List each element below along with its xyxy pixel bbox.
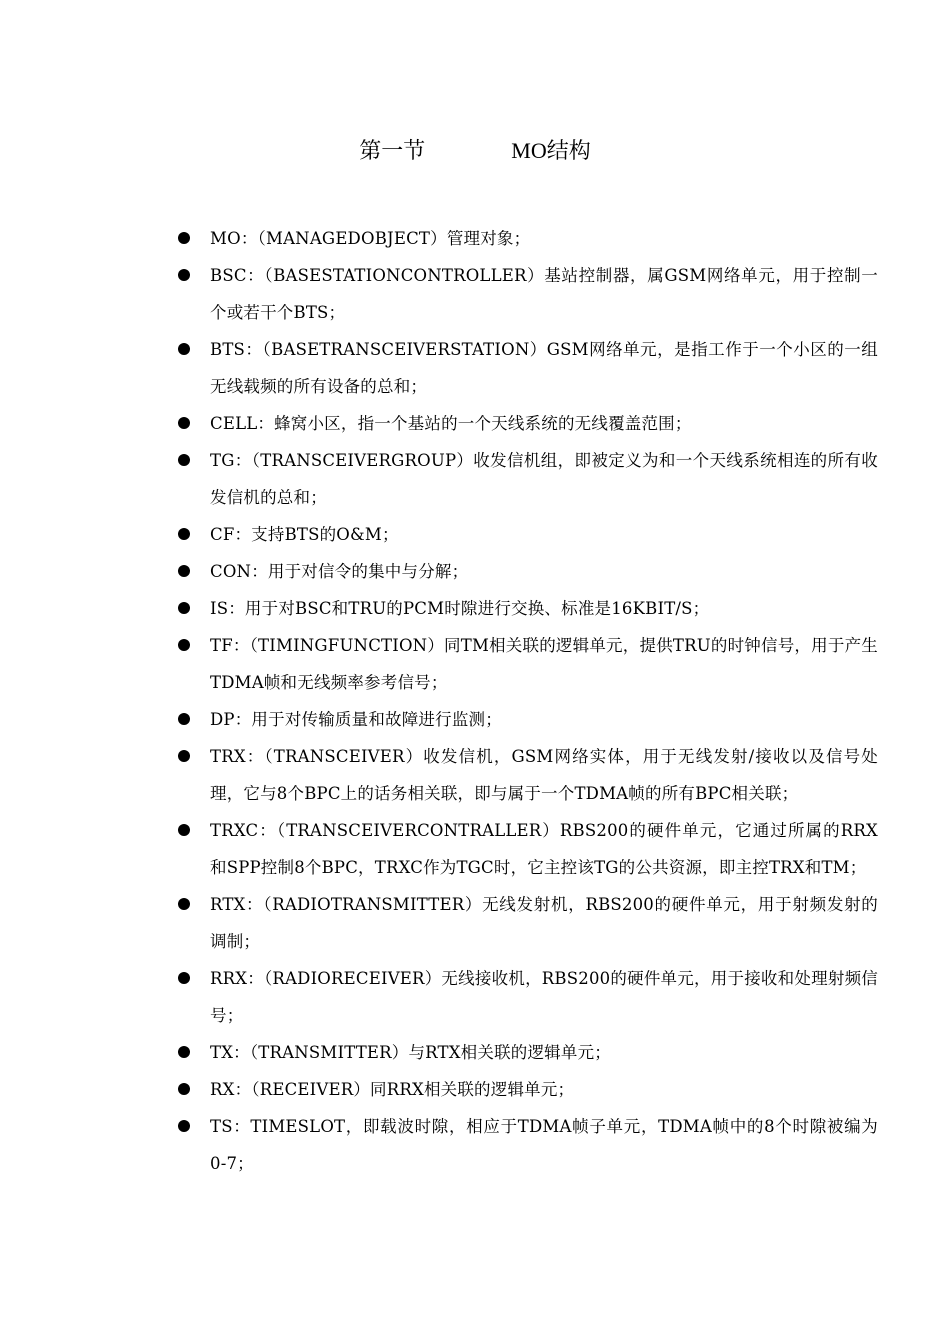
section-title: MO结构 <box>511 138 591 163</box>
bullet-icon <box>178 269 190 281</box>
section-heading <box>0 136 950 167</box>
list-item: TRX：（TRANSCEIVER）收发信机，GSM网络实体，用于无线发射/接收以及信号处理，它与8个BPC上的话务相关联，即与属于一个TDMA帧的所有BPC相关联； <box>178 738 878 812</box>
bullet-icon <box>178 565 190 577</box>
list-item: CON：用于对信令的集中与分解； <box>178 553 878 590</box>
list-item: RRX：（RADIORECEIVER）无线接收机，RBS200的硬件单元，用于接收和处理射频信号； <box>178 960 878 1034</box>
list-item: TX：（TRANSMITTER）与RTX相关联的逻辑单元； <box>178 1034 878 1071</box>
bullet-icon <box>178 528 190 540</box>
bullet-icon <box>178 1083 190 1095</box>
bullet-icon <box>178 824 190 836</box>
list-item: TS：TIMESLOT，即载波时隙，相应于TDMA帧子单元，TDMA帧中的8个时隙被编为0-7； <box>178 1108 878 1182</box>
list-item: TF：（TIMINGFUNCTION）同TM相关联的逻辑单元，提供TRU的时钟信号，用于产生TDMA帧和无线频率参考信号； <box>178 627 878 701</box>
bullet-icon <box>178 1046 190 1058</box>
list-item: CELL：蜂窝小区，指一个基站的一个天线系统的无线覆盖范围； <box>178 405 878 442</box>
list-item: BTS：（BASETRANSCEIVERSTATION）GSM网络单元，是指工作于一个小区的一组无线载频的所有设备的总和； <box>178 331 878 405</box>
list-item: IS：用于对BSC和TRU的PCM时隙进行交换、标准是16KBIT/S； <box>178 590 878 627</box>
list-item: TRXC：（TRANSCEIVERCONTRALLER）RBS200的硬件单元，它通过所属的RRX和SPP控制8个BPC，TRXC作为TGC时，它主控该TG的公共资源，即主控TRX和TM； <box>178 812 878 886</box>
list-item: DP：用于对传输质量和故障进行监测； <box>178 701 878 738</box>
list-item: MO：（MANAGEDOBJECT）管理对象； <box>178 220 878 257</box>
list-item: TG：（TRANSCEIVERGROUP）收发信机组，即被定义为和一个天线系统相连的所有收发信机的总和； <box>178 442 878 516</box>
bullet-icon <box>178 232 190 244</box>
definition-list <box>178 220 878 1182</box>
list-item: RTX：（RADIOTRANSMITTER）无线发射机，RBS200的硬件单元，用于射频发射的调制； <box>178 886 878 960</box>
bullet-icon <box>178 750 190 762</box>
list-item: BSC：（BASESTATIONCONTROLLER）基站控制器，属GSM网络单元，用于控制一个或若干个BTS； <box>178 257 878 331</box>
bullet-icon <box>178 639 190 651</box>
bullet-icon <box>178 417 190 429</box>
bullet-icon <box>178 454 190 466</box>
bullet-icon <box>178 1120 190 1132</box>
section-number: 第一节 <box>359 139 426 164</box>
bullet-icon <box>178 972 190 984</box>
list-item: RX：（RECEIVER）同RRX相关联的逻辑单元； <box>178 1071 878 1108</box>
bullet-icon <box>178 898 190 910</box>
bullet-icon <box>178 713 190 725</box>
list-item: CF：支持BTS的O&M； <box>178 516 878 553</box>
bullet-icon <box>178 343 190 355</box>
bullet-icon <box>178 602 190 614</box>
